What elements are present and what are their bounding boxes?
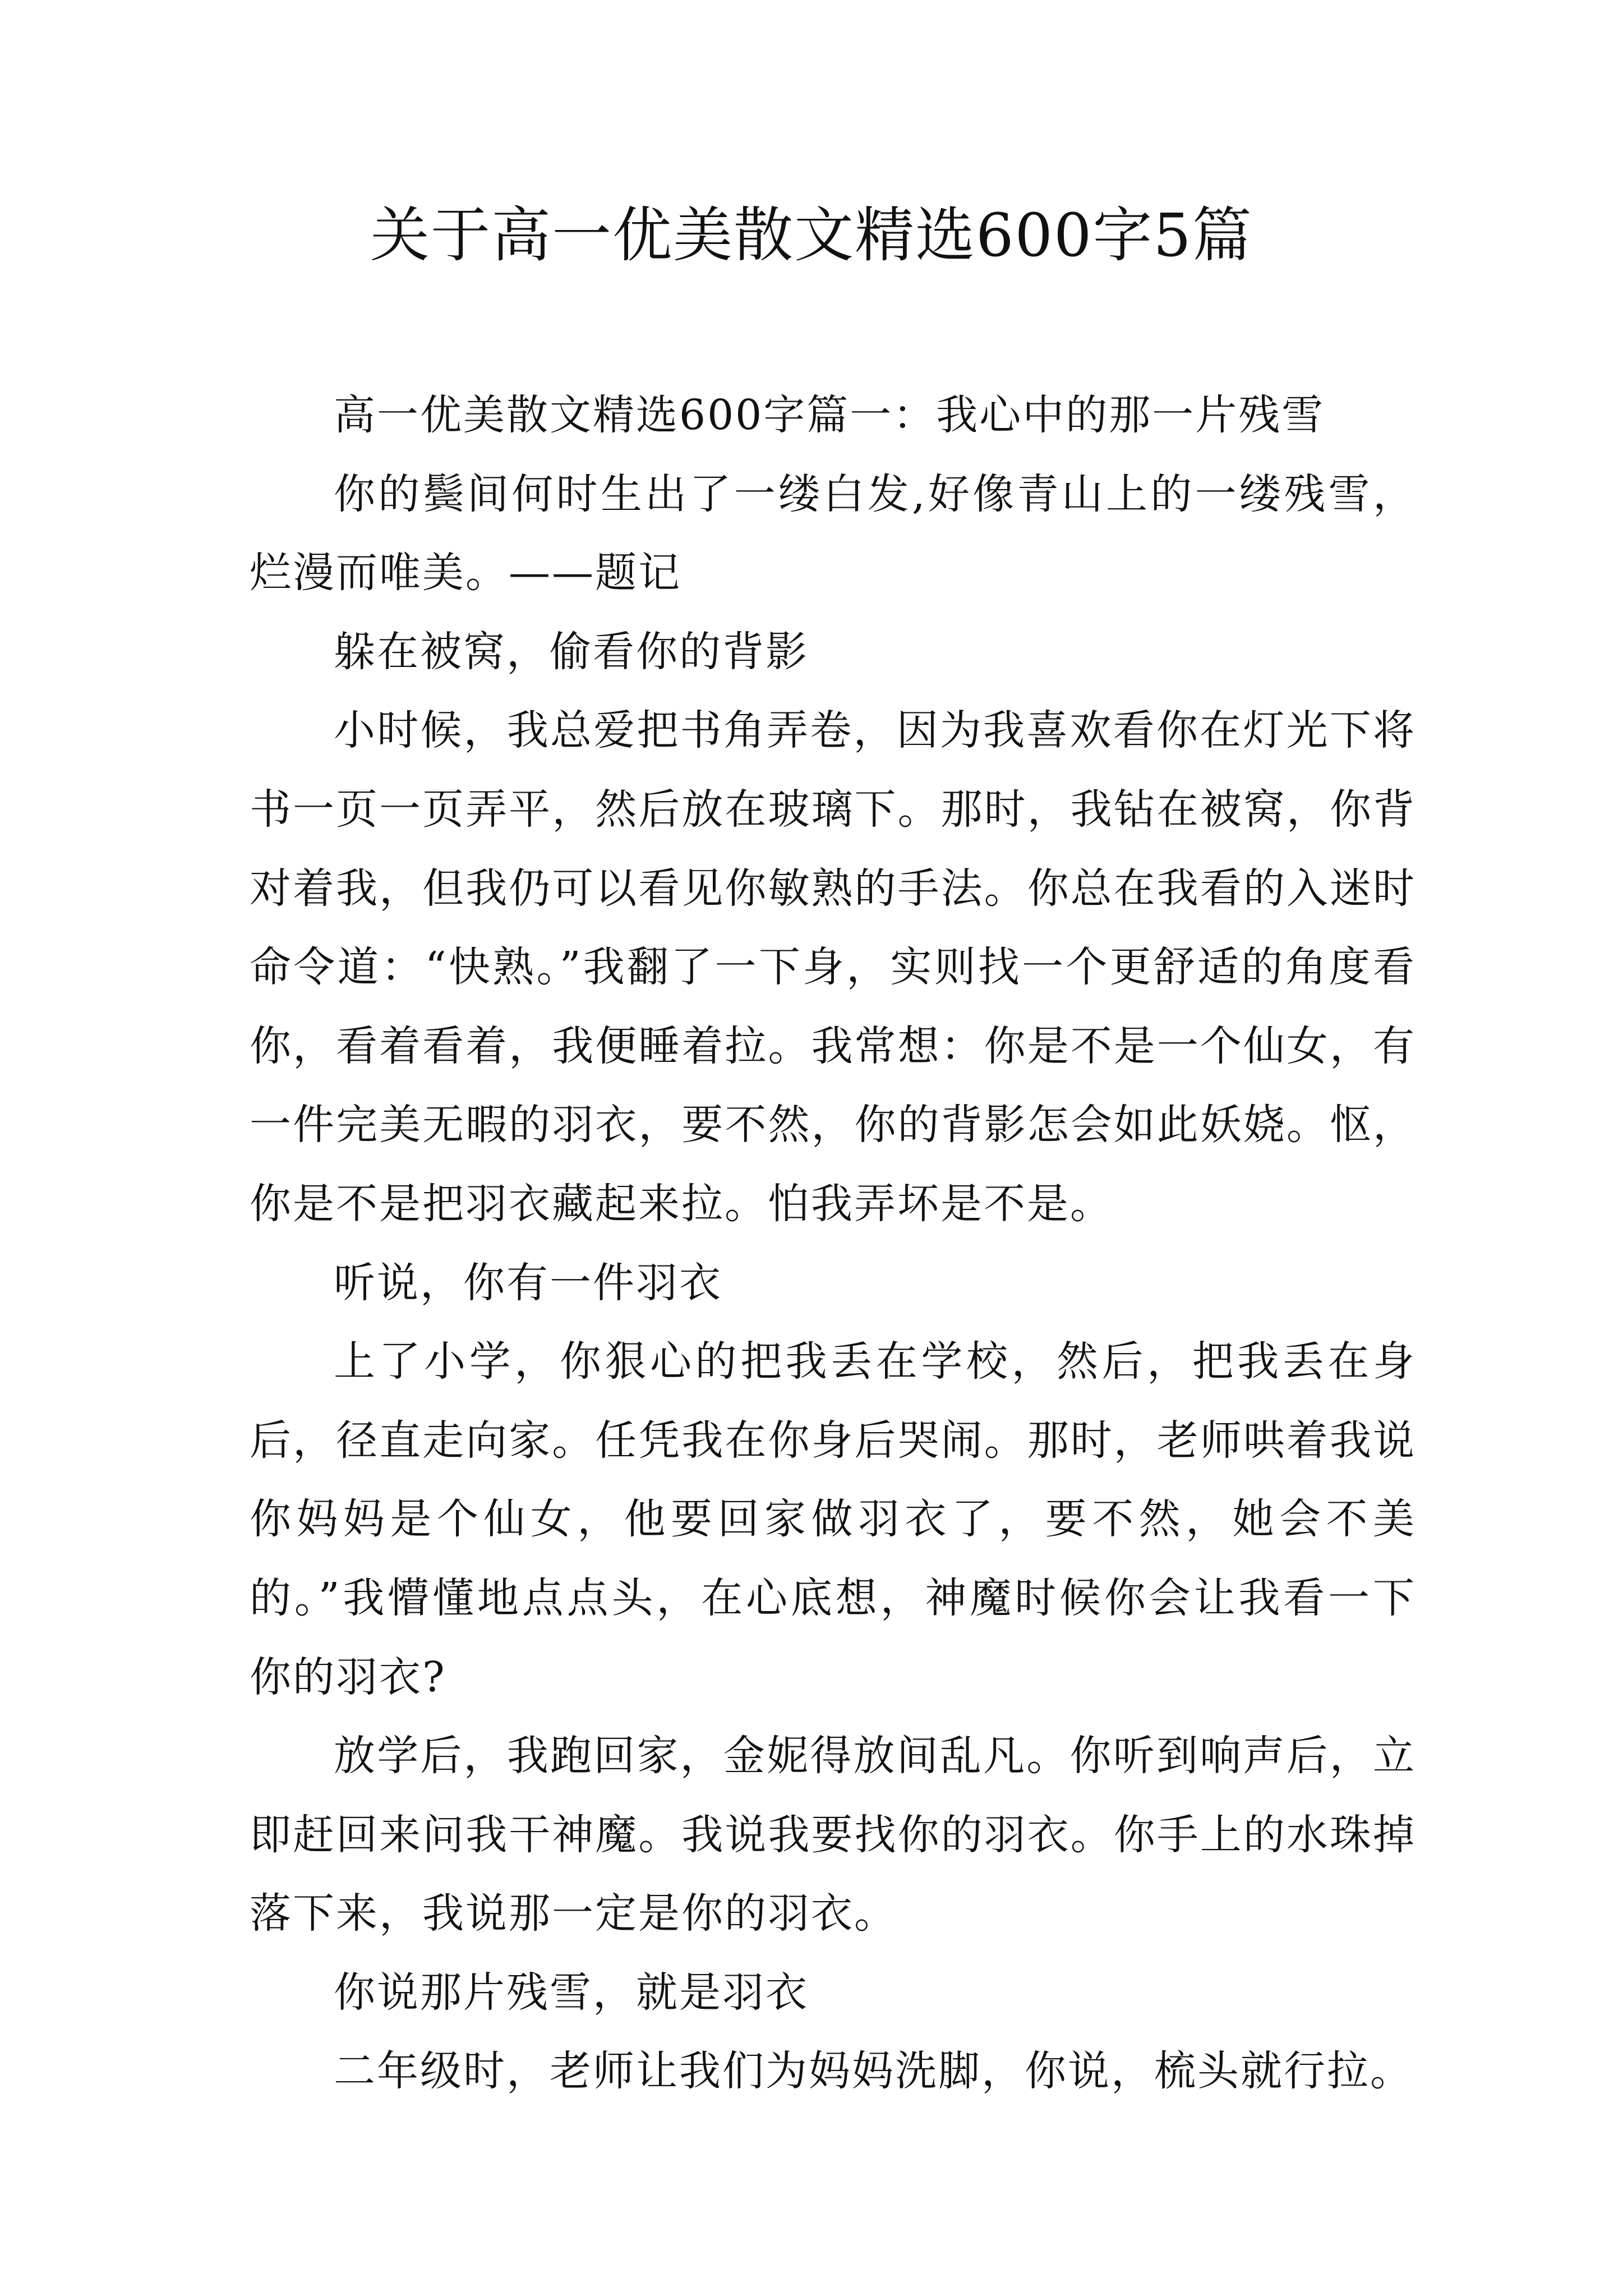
body-paragraph-1: 小时候，我总爱把书角弄卷，因为我喜欢看你在灯光下将书一页一页弄平，然后放在玻璃下。那时，我钻在被窝，你背对着我，但我仍可以看见你敏熟的手法。你总在我看的入迷时命令道：“快熟。”我翻了一下身，实则找一个更舒适的角度看你，看着看着，我便睡着拉。我常想：你是不是一个仙女，有一件完美无暇的羽衣，要不然，你的背影怎会如此妖娆。怄，你是不是把羽衣藏起来拉。怕我弄坏是不是。 bbox=[250, 706, 1416, 1228]
section-heading-3: 你说那片残雪，就是羽衣 bbox=[334, 1968, 809, 2017]
body-paragraph-4: 二年级时，老师让我们为妈妈洗脚，你说，梳头就行拉。 bbox=[334, 2047, 1413, 2096]
body-paragraph-2: 上了小学，你狠心的把我丢在学校，然后，把我丢在身后，径直走向家。任凭我在你身后哭闹。那时，老师哄着我说你妈妈是个仙女，他要回家做羽衣了，要不然，她会不美的。”我懵懂地点点头，在心底想，神魔时候你会让我看一下你的羽衣? bbox=[250, 1337, 1416, 1701]
article-heading: 高一优美散文精选600字篇一：我心中的那一片残雪 bbox=[334, 391, 1325, 439]
section-heading-2: 听说，你有一件羽衣 bbox=[334, 1258, 722, 1307]
document-title: 关于高一优美散文精选600字5篇 bbox=[370, 201, 1253, 270]
document-body bbox=[250, 376, 1416, 2111]
body-paragraph-3: 放学后，我跑回家，金妮得放间乱凡。你听到响声后，立即赶回来问我干神魔。我说我要找你的羽衣。你手上的水珠掉落下来，我说那一定是你的羽衣。 bbox=[250, 1732, 1416, 1938]
epigraph-paragraph: 你的鬓间何时生出了一缕白发,好像青山上的一缕残雪，烂漫而唯美。——题记 bbox=[250, 470, 1416, 597]
section-heading-1: 躲在被窝，偷看你的背影 bbox=[334, 627, 809, 676]
